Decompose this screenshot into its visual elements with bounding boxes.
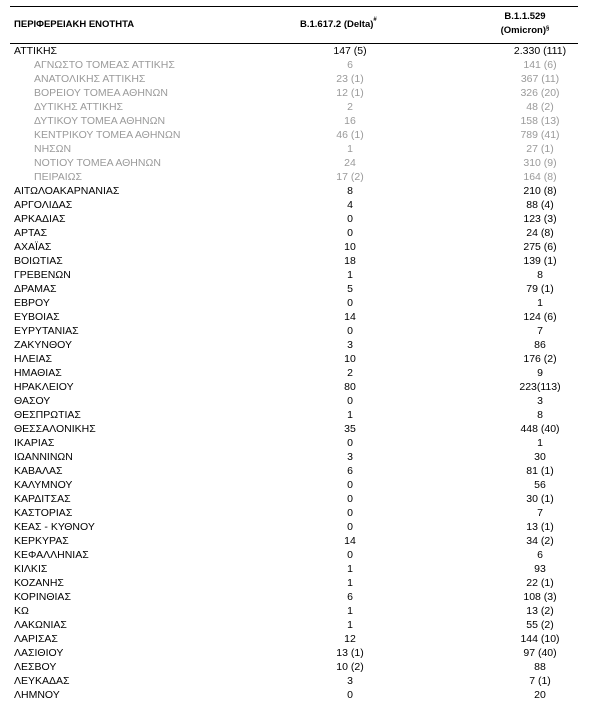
omicron-value: 8 bbox=[537, 409, 543, 421]
delta-value: 23 (1) bbox=[336, 73, 364, 85]
table-row bbox=[10, 282, 578, 296]
region-name: ΖΑΚΥΝΘΟΥ bbox=[14, 339, 73, 351]
variant-table bbox=[10, 6, 578, 702]
delta-value: 16 bbox=[344, 115, 356, 127]
omicron-value: 8 bbox=[537, 269, 543, 281]
delta-value: 0 bbox=[347, 549, 353, 561]
delta-value: 0 bbox=[347, 507, 353, 519]
delta-value: 0 bbox=[347, 437, 353, 449]
table-row bbox=[10, 226, 578, 240]
omicron-value: 56 bbox=[534, 479, 546, 491]
region-name: ΘΑΣΟΥ bbox=[14, 395, 51, 407]
region-name: ΒΟΡΕΙΟΥ ΤΟΜΕΑ ΑΘΗΝΩΝ bbox=[34, 87, 168, 99]
region-name: ΗΜΑΘΙΑΣ bbox=[14, 367, 62, 379]
table-subrow bbox=[10, 142, 578, 156]
omicron-value: 1 bbox=[537, 437, 543, 449]
table-row bbox=[10, 450, 578, 464]
omicron-value: 210 (8) bbox=[523, 185, 557, 197]
delta-value: 14 bbox=[344, 535, 356, 547]
delta-value: 1 bbox=[347, 605, 353, 617]
region-name: ΑΓΝΩΣΤΟ ΤΟΜΕΑΣ ΑΤΤΙΚΗΣ bbox=[34, 59, 175, 71]
delta-value: 6 bbox=[347, 591, 353, 603]
table-row bbox=[10, 212, 578, 226]
region-name: ΚΟΡΙΝΘΙΑΣ bbox=[14, 591, 71, 603]
region-name: ΚΟΖΑΝΗΣ bbox=[14, 577, 64, 589]
region-name: ΙΩΑΝΝΙΝΩΝ bbox=[14, 451, 73, 463]
table-row bbox=[10, 632, 578, 646]
delta-value: 1 bbox=[347, 563, 353, 575]
delta-value: 3 bbox=[347, 675, 353, 687]
table-row bbox=[10, 268, 578, 282]
omicron-value: 448 (40) bbox=[520, 423, 560, 435]
omicron-value: 30 bbox=[534, 451, 546, 463]
region-name: ΔΥΤΙΚΗΣ ΑΤΤΙΚΗΣ bbox=[34, 101, 124, 113]
table-row bbox=[10, 646, 578, 660]
delta-value: 6 bbox=[347, 59, 353, 71]
table-subrow bbox=[10, 100, 578, 114]
table-row bbox=[10, 394, 578, 408]
table-row bbox=[10, 310, 578, 324]
delta-value: 4 bbox=[347, 199, 353, 211]
delta-value: 1 bbox=[347, 619, 353, 631]
region-name: ΛΗΜΝΟΥ bbox=[14, 689, 60, 701]
table-row bbox=[10, 478, 578, 492]
region-name: ΛΕΣΒΟΥ bbox=[14, 661, 57, 673]
region-name: ΑΡΓΟΛΙΔΑΣ bbox=[14, 199, 73, 211]
omicron-value: 81 (1) bbox=[526, 465, 554, 477]
region-name: ΑΧΑΪΑΣ bbox=[14, 241, 52, 253]
region-name: ΝΟΤΙΟΥ ΤΟΜΕΑ ΑΘΗΝΩΝ bbox=[34, 157, 161, 169]
header-omicron-line2: (Omicron) bbox=[500, 25, 547, 36]
omicron-value: 1 bbox=[537, 297, 543, 309]
delta-value: 10 (2) bbox=[336, 661, 364, 673]
omicron-value: 2.330 (111) bbox=[513, 45, 567, 57]
omicron-value: 144 (10) bbox=[520, 633, 560, 645]
table-row bbox=[10, 590, 578, 604]
table-row bbox=[10, 562, 578, 576]
header-omicron-line2-wrap bbox=[472, 24, 578, 38]
table-row bbox=[10, 548, 578, 562]
region-name: ΗΛΕΙΑΣ bbox=[14, 353, 53, 365]
region-name: ΚΩ bbox=[14, 605, 29, 617]
table-header bbox=[10, 6, 578, 44]
delta-value: 3 bbox=[347, 451, 353, 463]
table-subrow bbox=[10, 58, 578, 72]
omicron-value: 275 (6) bbox=[523, 241, 557, 253]
omicron-value: 79 (1) bbox=[526, 283, 554, 295]
delta-value: 24 bbox=[344, 157, 356, 169]
delta-value: 10 bbox=[344, 241, 356, 253]
delta-value: 0 bbox=[347, 213, 353, 225]
region-name: ΚΑΒΑΛΑΣ bbox=[14, 465, 63, 477]
table-row bbox=[10, 408, 578, 422]
table-row bbox=[10, 520, 578, 534]
omicron-value: 97 (40) bbox=[523, 647, 557, 659]
table-row bbox=[10, 198, 578, 212]
region-name: ΑΡΤΑΣ bbox=[14, 227, 48, 239]
omicron-value: 158 (13) bbox=[520, 115, 560, 127]
omicron-value: 7 (1) bbox=[529, 675, 551, 687]
table-row bbox=[10, 324, 578, 338]
omicron-value: 789 (41) bbox=[520, 129, 560, 141]
region-name: ΝΗΣΩΝ bbox=[34, 143, 72, 155]
table-row bbox=[10, 660, 578, 674]
omicron-value: 22 (1) bbox=[526, 577, 554, 589]
omicron-value: 124 (6) bbox=[523, 311, 557, 323]
omicron-value: 326 (20) bbox=[520, 87, 560, 99]
header-omicron-line1: B.1.1.529 bbox=[504, 11, 546, 22]
delta-value: 1 bbox=[347, 269, 353, 281]
delta-value: 0 bbox=[347, 689, 353, 701]
omicron-value: 24 (8) bbox=[526, 227, 554, 239]
omicron-value: 139 (1) bbox=[523, 255, 557, 267]
delta-value: 0 bbox=[347, 227, 353, 239]
delta-value: 0 bbox=[347, 521, 353, 533]
table-row bbox=[10, 688, 578, 702]
table-subrow bbox=[10, 114, 578, 128]
region-name: ΘΕΣΣΑΛΟΝΙΚΗΣ bbox=[14, 423, 96, 435]
region-name: ΛΑΚΩΝΙΑΣ bbox=[14, 619, 67, 631]
region-name: ΕΒΡΟΥ bbox=[14, 297, 50, 309]
table-row bbox=[10, 618, 578, 632]
omicron-value: 6 bbox=[537, 549, 543, 561]
delta-value: 1 bbox=[347, 409, 353, 421]
header-omicron-mark: § bbox=[546, 26, 550, 32]
region-name: ΚΕΑΣ - ΚΥΘΝΟΥ bbox=[14, 521, 95, 533]
region-name: ΗΡΑΚΛΕΙΟΥ bbox=[14, 381, 74, 393]
omicron-value: 34 (2) bbox=[526, 535, 554, 547]
omicron-value: 88 bbox=[534, 661, 546, 673]
delta-value: 13 (1) bbox=[336, 647, 364, 659]
delta-value: 0 bbox=[347, 325, 353, 337]
table-row bbox=[10, 604, 578, 618]
table-row bbox=[10, 674, 578, 688]
omicron-value: 7 bbox=[537, 325, 543, 337]
region-name: ΛΑΡΙΣΑΣ bbox=[14, 633, 58, 645]
delta-value: 14 bbox=[344, 311, 356, 323]
table-row bbox=[10, 576, 578, 590]
region-name: ΕΥΡΥΤΑΝΙΑΣ bbox=[14, 325, 79, 337]
region-name: ΑΡΚΑΔΙΑΣ bbox=[14, 213, 66, 225]
delta-value: 0 bbox=[347, 493, 353, 505]
omicron-value: 176 (2) bbox=[523, 353, 557, 365]
delta-value: 80 bbox=[344, 381, 356, 393]
region-name: ΛΑΣΙΘΙΟΥ bbox=[14, 647, 64, 659]
region-name: ΔΥΤΙΚΟΥ ΤΟΜΕΑ ΑΘΗΝΩΝ bbox=[34, 115, 166, 127]
table-row bbox=[10, 380, 578, 394]
omicron-value: 141 (6) bbox=[523, 59, 557, 71]
region-name: ΙΚΑΡΙΑΣ bbox=[14, 437, 55, 449]
header-delta bbox=[300, 19, 377, 30]
header-delta-mark: # bbox=[373, 17, 377, 23]
delta-value: 3 bbox=[347, 339, 353, 351]
table-row bbox=[10, 506, 578, 520]
table-row bbox=[10, 240, 578, 254]
table-row bbox=[10, 464, 578, 478]
delta-value: 8 bbox=[347, 185, 353, 197]
header-delta-label: B.1.617.2 (Delta) bbox=[300, 19, 374, 30]
region-name: ΚΑΛΥΜΝΟΥ bbox=[14, 479, 73, 491]
table-row bbox=[10, 366, 578, 380]
table-row bbox=[10, 184, 578, 198]
delta-value: 2 bbox=[347, 101, 353, 113]
delta-value: 1 bbox=[347, 143, 353, 155]
region-name: ΔΡΑΜΑΣ bbox=[14, 283, 57, 295]
table-row bbox=[10, 352, 578, 366]
table-row bbox=[10, 492, 578, 506]
header-omicron bbox=[472, 10, 578, 38]
delta-value: 0 bbox=[347, 395, 353, 407]
region-name: ΑΤΤΙΚΗΣ bbox=[14, 45, 58, 57]
omicron-value: 86 bbox=[534, 339, 546, 351]
region-name: ΘΕΣΠΡΩΤΙΑΣ bbox=[14, 409, 81, 421]
omicron-value: 93 bbox=[534, 563, 546, 575]
region-name: ΓΡΕΒΕΝΩΝ bbox=[14, 269, 71, 281]
omicron-value: 30 (1) bbox=[526, 493, 554, 505]
table-row bbox=[10, 534, 578, 548]
region-name: ΒΟΙΩΤΙΑΣ bbox=[14, 255, 63, 267]
region-name: ΚΕΦΑΛΛΗΝΙΑΣ bbox=[14, 549, 89, 561]
omicron-value: 13 (2) bbox=[526, 605, 554, 617]
region-name: ΑΝΑΤΟΛΙΚΗΣ ΑΤΤΙΚΗΣ bbox=[34, 73, 146, 85]
region-name: ΚΑΣΤΟΡΙΑΣ bbox=[14, 507, 73, 519]
region-name: ΚΕΡΚΥΡΑΣ bbox=[14, 535, 69, 547]
delta-value: 0 bbox=[347, 297, 353, 309]
table-subrow bbox=[10, 170, 578, 184]
omicron-value: 27 (1) bbox=[526, 143, 554, 155]
delta-value: 46 (1) bbox=[336, 129, 364, 141]
region-name: ΑΙΤΩΛΟΑΚΑΡΝΑΝΙΑΣ bbox=[14, 185, 120, 197]
table-subrow bbox=[10, 156, 578, 170]
delta-value: 6 bbox=[347, 465, 353, 477]
omicron-value: 164 (8) bbox=[523, 171, 557, 183]
region-name: ΚΕΝΤΡΙΚΟΥ ΤΟΜΕΑ ΑΘΗΝΩΝ bbox=[34, 129, 181, 141]
omicron-value: 55 (2) bbox=[526, 619, 554, 631]
header-region: ΠΕΡΙΦΕΡΕΙΑΚΗ ΕΝΟΤΗΤΑ bbox=[14, 19, 135, 30]
omicron-value: 88 (4) bbox=[526, 199, 554, 211]
delta-value: 0 bbox=[347, 479, 353, 491]
delta-value: 5 bbox=[347, 283, 353, 295]
omicron-value: 123 (3) bbox=[523, 213, 557, 225]
delta-value: 1 bbox=[347, 577, 353, 589]
delta-value: 35 bbox=[344, 423, 356, 435]
region-name: ΚΑΡΔΙΤΣΑΣ bbox=[14, 493, 71, 505]
omicron-value: 20 bbox=[534, 689, 546, 701]
table-body bbox=[10, 44, 578, 702]
table-row bbox=[10, 296, 578, 310]
omicron-value: 48 (2) bbox=[526, 101, 554, 113]
table-row bbox=[10, 422, 578, 436]
region-name: ΚΙΛΚΙΣ bbox=[14, 563, 48, 575]
delta-value: 2 bbox=[347, 367, 353, 379]
delta-value: 17 (2) bbox=[336, 171, 364, 183]
omicron-value: 7 bbox=[537, 507, 543, 519]
delta-value: 12 (1) bbox=[336, 87, 364, 99]
table-row bbox=[10, 436, 578, 450]
table-subrow bbox=[10, 86, 578, 100]
table-subrow bbox=[10, 128, 578, 142]
region-name: ΕΥΒΟΙΑΣ bbox=[14, 311, 60, 323]
delta-value: 10 bbox=[344, 353, 356, 365]
omicron-value: 108 (3) bbox=[523, 591, 557, 603]
region-name: ΠΕΙΡΑΙΩΣ bbox=[34, 171, 82, 183]
omicron-value: 9 bbox=[537, 367, 543, 379]
omicron-value: 367 (11) bbox=[520, 73, 560, 85]
omicron-value: 310 (9) bbox=[523, 157, 557, 169]
table-subrow bbox=[10, 72, 578, 86]
table-row bbox=[10, 338, 578, 352]
table-row bbox=[10, 254, 578, 268]
delta-value: 147 (5) bbox=[333, 45, 367, 57]
omicron-value: 223(113) bbox=[519, 381, 561, 393]
delta-value: 18 bbox=[344, 255, 356, 267]
omicron-value: 13 (1) bbox=[526, 521, 554, 533]
table-row bbox=[10, 44, 578, 58]
omicron-value: 3 bbox=[537, 395, 543, 407]
region-name: ΛΕΥΚΑΔΑΣ bbox=[14, 675, 70, 687]
delta-value: 12 bbox=[344, 633, 356, 645]
